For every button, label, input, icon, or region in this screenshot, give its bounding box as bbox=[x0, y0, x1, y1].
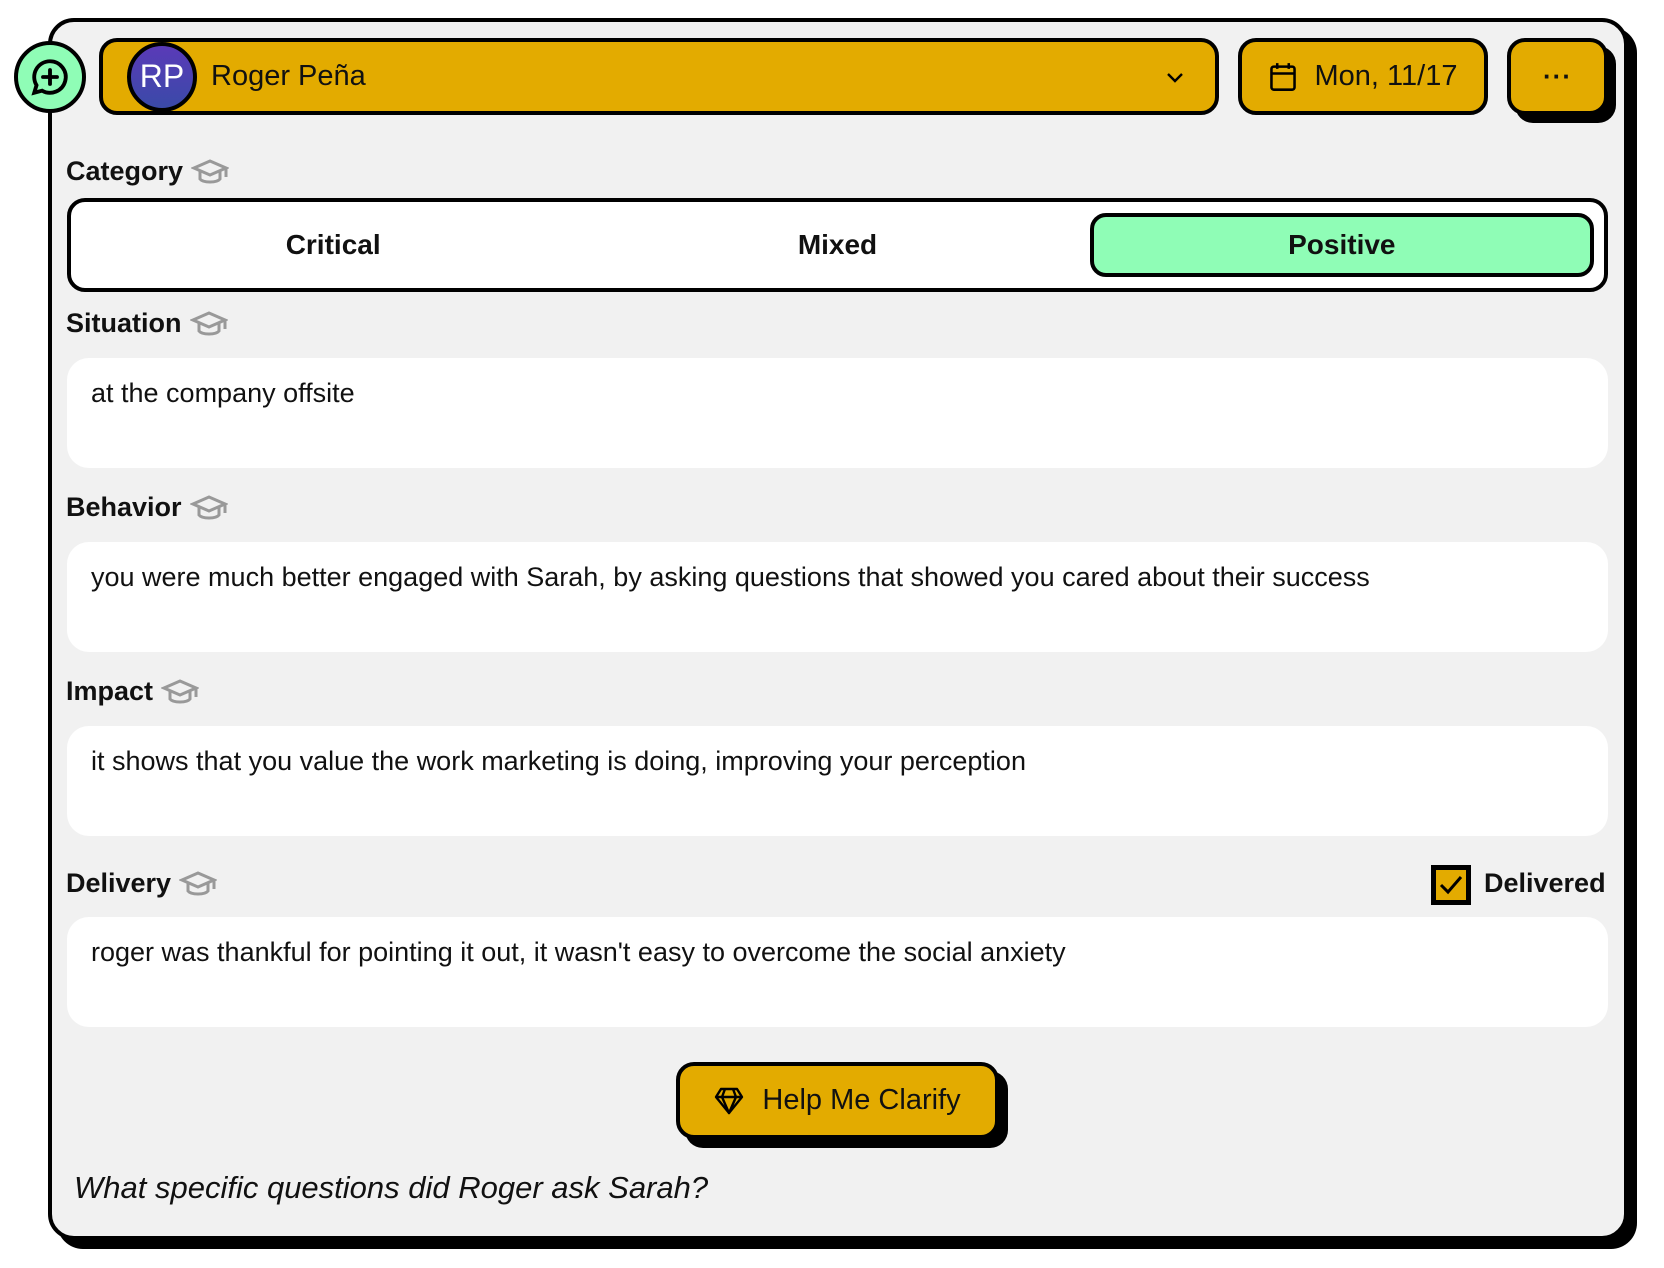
category-option-positive[interactable]: Positive bbox=[1090, 213, 1594, 277]
category-option-critical[interactable]: Critical bbox=[285, 229, 381, 260]
diamond-icon bbox=[714, 1087, 744, 1115]
clarifying-question: What specific questions did Roger ask Sarah? bbox=[74, 1170, 709, 1205]
graduation-cap-icon[interactable] bbox=[161, 677, 199, 707]
situation-label bbox=[66, 308, 228, 339]
delivered-checkbox[interactable] bbox=[1431, 865, 1471, 905]
help-me-clarify-label: Help Me Clarify bbox=[762, 1084, 961, 1116]
delivered-label: Delivered bbox=[1484, 868, 1606, 898]
checkmark-icon bbox=[1438, 874, 1464, 896]
person-dropdown[interactable] bbox=[99, 38, 1219, 115]
category-label bbox=[66, 156, 229, 187]
chevron-down-icon bbox=[1163, 65, 1187, 89]
graduation-cap-icon[interactable] bbox=[190, 309, 228, 339]
chat-plus-icon bbox=[29, 56, 71, 98]
category-option-mixed[interactable]: Mixed bbox=[797, 229, 878, 260]
person-name: Roger Peña bbox=[211, 60, 366, 92]
category-segmented-control bbox=[67, 198, 1608, 292]
behavior-label-text: Behavior bbox=[66, 492, 182, 522]
behavior-label bbox=[66, 492, 228, 523]
avatar: RP bbox=[127, 42, 197, 112]
help-me-clarify-button[interactable] bbox=[676, 1062, 999, 1139]
category-label-text: Category bbox=[66, 156, 184, 186]
graduation-cap-icon[interactable] bbox=[179, 869, 217, 899]
impact-label-text: Impact bbox=[66, 676, 154, 706]
calendar-icon bbox=[1269, 62, 1297, 92]
add-comment-button[interactable] bbox=[14, 41, 86, 113]
delivery-label-text: Delivery bbox=[66, 868, 172, 898]
more-icon: ··· bbox=[1543, 61, 1572, 91]
impact-label bbox=[66, 676, 199, 707]
graduation-cap-icon[interactable] bbox=[190, 493, 228, 523]
impact-input[interactable]: it shows that you value the work marketing is doing, improving your perception bbox=[67, 726, 1608, 836]
delivery-input[interactable]: roger was thankful for pointing it out, it wasn't easy to overcome the social anxiety bbox=[67, 917, 1608, 1027]
date-label: Mon, 11/17 bbox=[1314, 60, 1458, 92]
date-button[interactable] bbox=[1238, 38, 1488, 115]
graduation-cap-icon[interactable] bbox=[191, 157, 229, 187]
situation-label-text: Situation bbox=[66, 308, 182, 338]
more-options-button[interactable] bbox=[1507, 38, 1608, 115]
delivery-label bbox=[66, 868, 217, 899]
situation-input[interactable]: at the company offsite bbox=[67, 358, 1608, 468]
behavior-input[interactable]: you were much better engaged with Sarah, by asking questions that showed you cared about their success bbox=[67, 542, 1608, 652]
